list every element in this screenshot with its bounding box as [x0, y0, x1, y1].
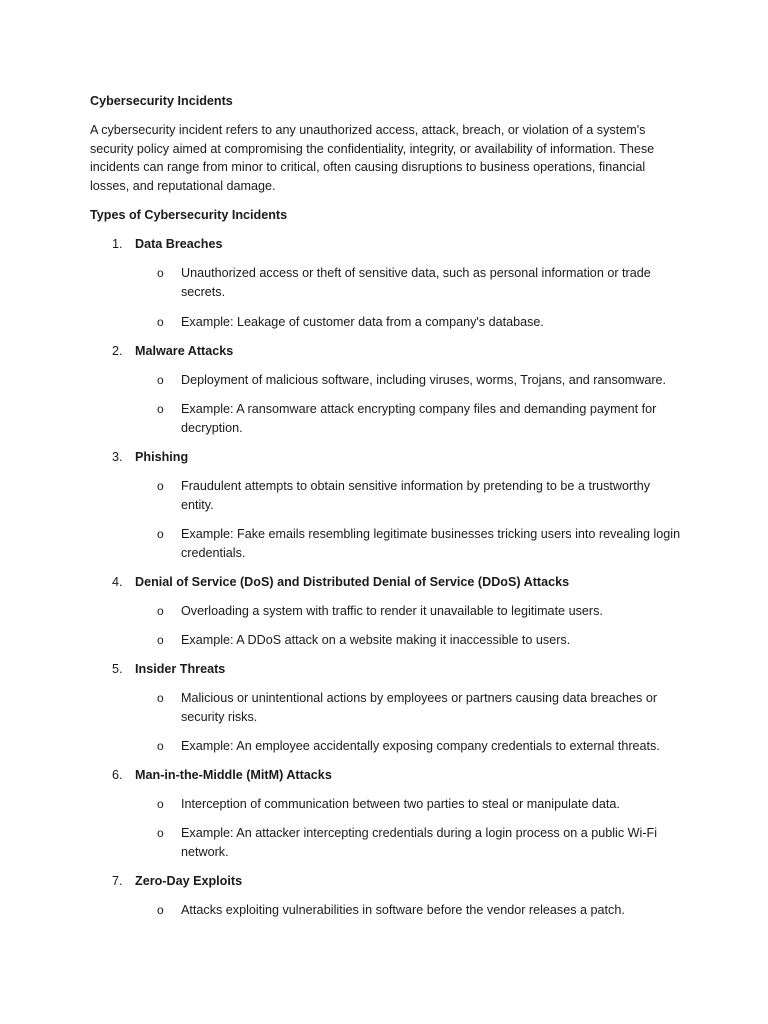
list-item-bullet: Example: A ransomware attack encrypting company files and demanding payment for decryption. [181, 402, 657, 435]
list-item-bullet: Unauthorized access or theft of sensitive data, such as personal information or trade secrets. [181, 266, 651, 299]
bullet-marker: o [157, 402, 164, 416]
section-heading: Types of Cybersecurity Incidents [90, 208, 288, 222]
bullet-marker: o [157, 479, 164, 493]
list-item-bullet: Example: An employee accidentally exposing company credentials to external threats. [181, 739, 660, 753]
list-item-bullet: Example: A DDoS attack on a website making it inaccessible to users. [181, 633, 571, 647]
list-item-bullet: Fraudulent attempts to obtain sensitive information by pretending to be a trustworthy entity. [181, 479, 651, 512]
list-item-title: Data Breaches [135, 237, 223, 251]
list-item-number: 6. [112, 768, 123, 782]
bullet-marker: o [157, 797, 164, 811]
list-item-number: 2. [112, 344, 123, 358]
list-item-title: Malware Attacks [135, 344, 234, 358]
bullet-marker: o [157, 633, 164, 647]
list-item-bullet: Malicious or unintentional actions by employees or partners causing data breaches or security risks. [181, 691, 658, 724]
bullet-marker: o [157, 903, 164, 917]
bullet-marker: o [157, 373, 164, 387]
list-item-bullet: Deployment of malicious software, including viruses, worms, Trojans, and ransomware. [181, 373, 667, 387]
bullet-marker: o [157, 826, 164, 840]
intro-paragraph: A cybersecurity incident refers to any unauthorized access, attack, breach, or violation of a system's security policy aimed at compromising the confidentiality, integrity, or availability of information. These incidents can range from minor to critical, often causing disruptions to business operations, financial losses, and reputational damage. [90, 123, 655, 193]
list-item-title: Zero-Day Exploits [135, 874, 243, 888]
bullet-marker: o [157, 266, 164, 280]
list-item-title: Denial of Service (DoS) and Distributed Denial of Service (DDoS) Attacks [135, 575, 570, 589]
list-item-number: 1. [112, 237, 123, 251]
list-item-bullet: Interception of communication between two parties to steal or manipulate data. [181, 797, 620, 811]
bullet-marker: o [157, 527, 164, 541]
list-item-number: 7. [112, 874, 123, 888]
page-title: Cybersecurity Incidents [90, 94, 233, 108]
list-item-number: 4. [112, 575, 123, 589]
bullet-marker: o [157, 604, 164, 618]
list-item-bullet: Example: An attacker intercepting credentials during a login process on a public Wi-Fi network. [181, 826, 658, 859]
bullet-marker: o [157, 739, 164, 753]
list-item-title: Phishing [135, 450, 189, 464]
list-item-number: 5. [112, 662, 123, 676]
bullet-marker: o [157, 691, 164, 705]
bullet-marker: o [157, 315, 164, 329]
list-item-title: Man-in-the-Middle (MitM) Attacks [135, 768, 332, 782]
list-item-title: Insider Threats [135, 662, 226, 676]
list-item-bullet: Attacks exploiting vulnerabilities in software before the vendor releases a patch. [181, 903, 625, 917]
list-item-bullet: Example: Leakage of customer data from a company's database. [181, 315, 544, 329]
list-item-bullet: Example: Fake emails resembling legitimate businesses tricking users into revealing login credentials. [181, 527, 681, 560]
list-item-number: 3. [112, 450, 123, 464]
list-item-bullet: Overloading a system with traffic to render it unavailable to legitimate users. [181, 604, 603, 618]
